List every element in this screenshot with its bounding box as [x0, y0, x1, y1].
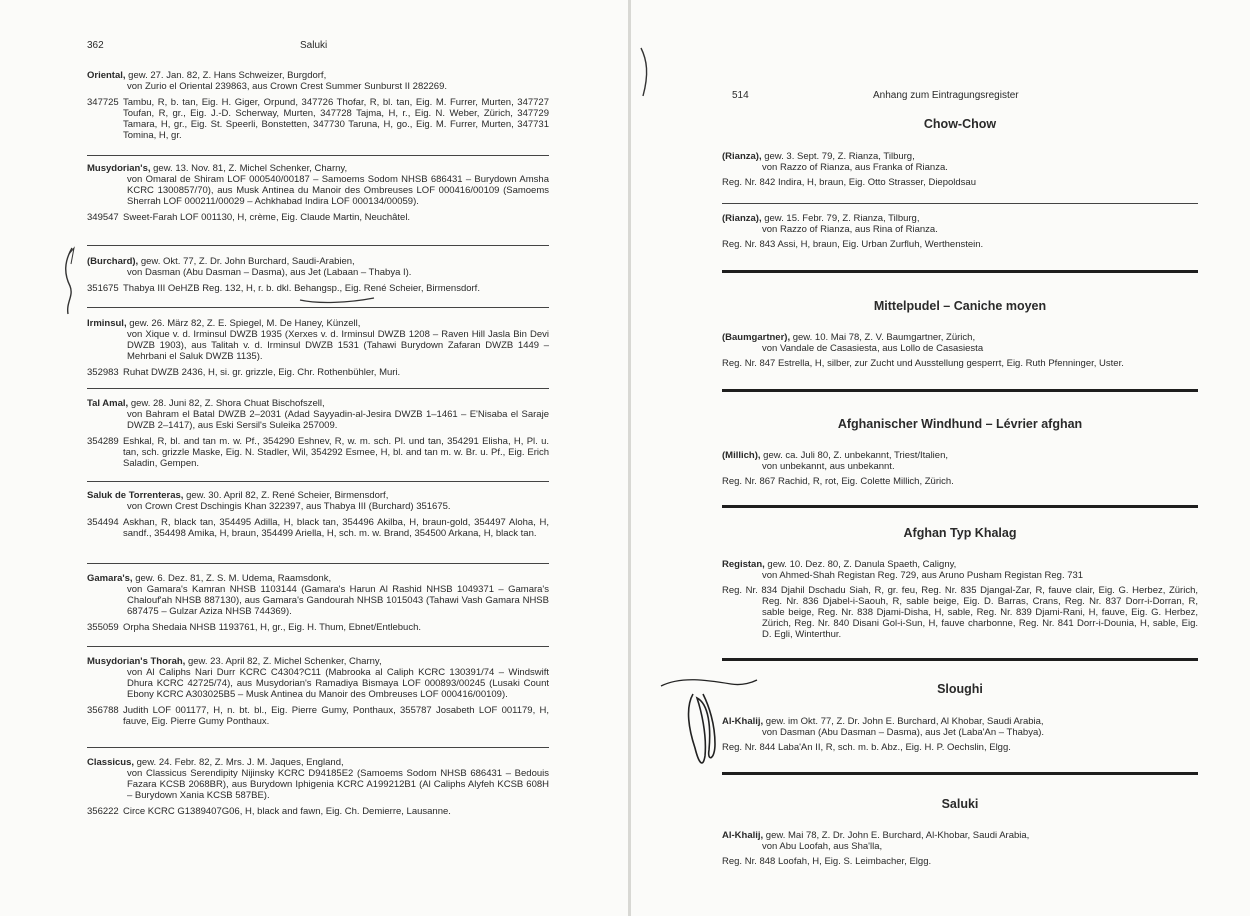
reg-number: 347725	[87, 97, 119, 108]
entry-registration	[87, 212, 549, 223]
reg-text: Thabya III OeHZB Reg. 132, H, r. b. dkl. Behangsp., Eig. René Scheier, Birmensdorf.	[123, 283, 480, 294]
entry-name: Saluk de Torrenteras,	[87, 490, 184, 501]
entry-parents: von unbekannt, aus unbekannt.	[762, 461, 895, 472]
entry-name: Irminsul,	[87, 318, 127, 329]
reg-number: 354494	[87, 517, 119, 528]
reg-number: 355059	[87, 622, 119, 633]
entry-info: gew. ca. Juli 80, Z. unbekannt, Triest/Italien,	[760, 450, 948, 461]
entry-name: Musydorian's,	[87, 163, 151, 174]
entry-parents: von Abu Loofah, aus Sha'lla,	[762, 841, 883, 852]
section-title: Afghan Typ Khalag	[903, 526, 1017, 540]
entry-parents: von Al Caliphs Nari Durr KCRC C4304?C11 (Mabrooka al Caliph KCRC 130391/74 – Windswift Dhura KCRC 42725/74), aus Musydorian's Ramadiya Bismaya LOF 000893/00245 (Lusaki Count Ebony KCRC A303025B5 – Musk Antinea du Manoir des Ombreuses LOF 000416/00109).	[127, 667, 549, 700]
section-title: Saluki	[941, 797, 979, 811]
entry-irminsul	[87, 318, 549, 378]
entry-name: Oriental,	[87, 70, 126, 81]
reg-number: 356788	[87, 705, 119, 716]
separator	[87, 747, 549, 748]
entry-parents: von Dasman (Abu Dasman – Dasma), aus Jet (Laba'An – Thabya).	[762, 727, 1045, 738]
running-title: Saluki	[300, 40, 328, 51]
reg-text: Sweet-Farah LOF 001130, H, crème, Eig. Claude Martin, Neuchâtel.	[123, 212, 411, 223]
entry-registration	[87, 97, 549, 141]
entry-al-khalij-sloughi	[722, 716, 1198, 753]
entry-name: Tal Amal,	[87, 398, 129, 409]
page-number: 362	[87, 40, 104, 51]
reg-text: Eshkal, R, bl. and tan m. w. Pf., 354290 Eshnev, R, w. m. sch. Pl. und tan, 354291 Elisha, H, Pl. u. tan, sch. grizzle Maske, Eig. N. Stadler, Wil, 354292 Esmee, H, bl. and tan m. w. Br. u. Pf., Eig. Erich Saladin, Gempen.	[123, 436, 549, 469]
running-title: Anhang zum Eintragungsregister	[873, 90, 1019, 101]
entry-name: (Millich),	[722, 450, 761, 461]
separator	[87, 245, 549, 246]
section-divider	[722, 505, 1198, 508]
entry-registration	[87, 622, 549, 633]
entry-info: gew. 15. Febr. 79, Z. Rianza, Tilburg,	[761, 213, 920, 224]
entry-parents: von Omaral de Shiram LOF 000540/00187 – Samoems Sodom NHSB 686431 – Burydown Amsha KCRC 1300857/70), aus Musk Antinea du Manoir des Ombreuses LOF 000416/00109 (Samoems Sherrah LOF 000211/00029 – Achkhabad Indira LOF 000134/00059).	[127, 174, 549, 207]
separator	[722, 203, 1198, 204]
page-number: 514	[732, 90, 749, 101]
entry-info: gew. 10. Mai 78, Z. V. Baumgartner, Zürich,	[790, 332, 976, 343]
entry-parents: von Bahram el Batal DWZB 2–2031 (Adad Sayyadin-al-Jesira DWZB 1–1461 – E'Nisaba el Saraje DWZB 2–1417), aus Eski Sersil's Suleika 257009.	[127, 409, 549, 431]
entry-parents: von Classicus Serendipity Nijinsky KCRC D94185E2 (Samoems Sodom NHSB 686431 – Bedouis Fazara KCSB 2068BR), aus Burydown Iphigenia KCRC A199212B1 (Al Caliphs Alyfeh KCSB 608H – Burydown Xania KCSB 587BE).	[127, 768, 549, 801]
section-title: Sloughi	[937, 682, 983, 696]
section-divider	[722, 772, 1198, 775]
entry-parents: von Ahmed-Shah Registan Reg. 729, aus Aruno Pusham Registan Reg. 731	[762, 570, 1084, 581]
entry-name: Al-Khalij,	[722, 716, 764, 727]
entry-registration: Reg. Nr. 843 Assi, H, braun, Eig. Urban Zurfluh, Werthenstein.	[722, 239, 984, 250]
entry-info: gew. 24. Febr. 82, Z. Mrs. J. M. Jaques, England,	[134, 757, 344, 768]
section-divider	[722, 389, 1198, 392]
entry-registration: Reg. Nr. 842 Indira, H, braun, Eig. Otto Strasser, Diepoldsau	[722, 177, 976, 188]
entry-info: gew. 23. April 82, Z. Michel Schenker, Charny,	[185, 656, 382, 667]
entry-name: Al-Khalij,	[722, 830, 764, 841]
entry-classicus	[87, 757, 549, 817]
entry-parents: von Zurio el Oriental 239863, aus Crown Crest Summer Sunburst II 282269.	[127, 81, 447, 92]
reg-number: 352983	[87, 367, 119, 378]
entry-info: gew. 6. Dez. 81, Z. S. M. Udema, Raamsdonk,	[132, 573, 332, 584]
entry-registration: Reg. Nr. 848 Loofah, H, Eig. S. Leimbacher, Elgg.	[722, 856, 932, 867]
entry-registration: Reg. Nr. 847 Estrella, H, silber, zur Zucht und Ausstellung gesperrt, Eig. Ruth Pfenninger, Uster.	[722, 358, 1124, 369]
section-divider	[722, 270, 1198, 273]
entry-gamaras	[87, 573, 549, 633]
entry-registration	[87, 806, 549, 817]
underline-mark	[298, 286, 378, 308]
entry-parents: von Crown Crest Dschingis Khan 322397, aus Thabya III (Burchard) 351675.	[127, 501, 451, 512]
entry-registration: Reg. Nr. 834 Djahil Dschadu Siah, R, gr. feu, Reg. Nr. 835 Djangal-Zar, R, fauve clair, Eig. G. Herbez, Zürich, Reg. Nr. 836 Djabel-i-Saouh, R, sable beige, Eig. D. Barras, Crans, Reg. Nr. 837 Dorr-i-Dorran, R, sable beige, Reg. Nr. 838 Djami-Disha, H, sable, Reg. Nr. 839 Djami-Rani, H, fauve, Eig. G. Herbez, Zürich, Reg. Nr. 840 Disani Gol-i-Sun, H, fauve charbonne, Reg. Nr. 841 Dorr-i-Dounia, H, sable, Eig. D. Egli, Winterthur.	[722, 585, 1198, 640]
separator	[87, 155, 549, 156]
right-page	[631, 0, 1250, 916]
entry-registration: Reg. Nr. 867 Rachid, R, rot, Eig. Colette Millich, Zürich.	[722, 476, 954, 487]
entry-registration: Reg. Nr. 844 Laba'An II, R, sch. m. b. Abz., Eig. H. P. Oechslin, Elgg.	[722, 742, 1011, 753]
reg-number: 349547	[87, 212, 119, 223]
reg-text: Tambu, R, b. tan, Eig. H. Giger, Orpund, 347726 Thofar, R, bl. tan, Eig. M. Furrer, Murten, 347727 Toufan, R, gr., Eig. J.-D. Scherway, Murten, 347728 Tajma, H, r., Eig. N. Weber, Zürich, 347729 Tamara, H, gr., Eig. St. Speerli, Bonstetten, 347730 Taruna, H, go., Eig. M. Furrer, Murten, 347731 Tomina, H, gr.	[123, 97, 549, 141]
separator	[87, 563, 549, 564]
entry-musydorians	[87, 163, 549, 223]
entry-parents: von Gamara's Kamran NHSB 1103144 (Gamara's Harun Al Rashid NHSB 1049371 – Gamara's Chalouf'ah NHSB 887130), aus Gamara's Gandourah NHSB 1015043 (Tahawi Vash Gamara NHSB 687475 – Gulzar Aziza NHSB 744369).	[127, 584, 549, 617]
separator	[87, 388, 549, 389]
entry-registration	[87, 367, 549, 378]
entry-parents: von Dasman (Abu Dasman – Dasma), aus Jet (Labaan – Thabya I).	[127, 267, 412, 278]
separator	[87, 481, 549, 482]
entry-registration	[87, 705, 549, 727]
section-title: Chow-Chow	[923, 117, 997, 131]
section-title: Mittelpudel – Caniche moyen	[873, 299, 1047, 313]
entry-saluk-de-torrenteras	[87, 490, 549, 539]
entry-registan	[722, 559, 1198, 640]
entry-info: gew. 30. April 82, Z. René Scheier, Birmensdorf,	[183, 490, 389, 501]
entry-info: gew. 26. März 82, Z. E. Spiegel, M. De Haney, Künzell,	[126, 318, 361, 329]
entry-name: (Burchard),	[87, 256, 139, 267]
reg-text: Circe KCRC G1389407G06, H, black and fawn, Eig. Ch. Demierre, Lausanne.	[123, 806, 451, 817]
separator	[87, 646, 549, 647]
reg-text: Askhan, R, black tan, 354495 Adilla, H, black tan, 354496 Akilba, H, braun-gold, 354497 Aloha, H, sandf., 354498 Amika, H, braun, 354499 Ariella, H, sch. m. w. Brand, 354500 Arkana, H, black tan.	[123, 517, 549, 539]
entry-al-khalij-saluki	[722, 830, 1198, 867]
section-divider	[722, 658, 1198, 661]
entry-millich	[722, 450, 1198, 487]
entry-tal-amal	[87, 398, 549, 469]
entry-registration	[87, 517, 549, 539]
entry-registration	[87, 436, 549, 469]
entry-name: (Baumgartner),	[722, 332, 791, 343]
entry-info: gew. Mai 78, Z. Dr. John E. Burchard, Al-Khobar, Saudi Arabia,	[763, 830, 1030, 841]
reg-number: 356222	[87, 806, 119, 817]
entry-info: gew. im Okt. 77, Z. Dr. John E. Burchard, Al Khobar, Saudi Arabia,	[763, 716, 1044, 727]
reg-text: Orpha Shedaia NHSB 1193761, H, gr., Eig. H. Thum, Ebnet/Entlebuch.	[123, 622, 422, 633]
entry-rianza-2	[722, 213, 1198, 250]
entry-parents: von Razzo of Rianza, aus Rina of Rianza.	[762, 224, 938, 235]
reg-number: 351675	[87, 283, 119, 294]
entry-parents: von Vandale de Casasiesta, aus Lollo de Casasiesta	[762, 343, 984, 354]
reg-text: Judith LOF 001177, H, n. bt. bl., Eig. Pierre Gumy, Ponthaux, 355787 Josabeth LOF 001179, H, fauve, Eig. Pierre Gumy Ponthaux.	[123, 705, 549, 727]
entry-rianza-1	[722, 151, 1198, 188]
signature-scribble	[659, 664, 759, 774]
section-title: Afghanischer Windhund – Lévrier afghan	[837, 417, 1083, 431]
entry-name: Registan,	[722, 559, 765, 570]
entry-info: gew. 28. Juni 82, Z. Shora Chuat Bischofszell,	[128, 398, 325, 409]
entry-oriental	[87, 70, 549, 141]
entry-parents: von Xique v. d. Irminsul DWZB 1935 (Xerxes v. d. Irminsul DWZB 1208 – Raven Hill Jasla Bin Devi DWZB 1903), aus Talitah v. d. Irminsul DWZB 1531 (Tahawi Burydown Zafaran DWZB 1449 – Mehrbani el Saluk DWZB 1135).	[127, 329, 549, 362]
entry-parents: von Razzo of Rianza, aus Franka of Rianza.	[762, 162, 948, 173]
entry-info: gew. Okt. 77, Z. Dr. John Burchard, Saudi-Arabien,	[138, 256, 355, 267]
margin-bracket-mark	[635, 44, 655, 104]
entry-name: (Rianza),	[722, 151, 762, 162]
entry-name: Musydorian's Thorah,	[87, 656, 186, 667]
entry-name: (Rianza),	[722, 213, 762, 224]
entry-musydorians-thorah	[87, 656, 549, 727]
reg-text: Ruhat DWZB 2436, H, si. gr. grizzle, Eig. Chr. Rothenbühler, Muri.	[123, 367, 401, 378]
entry-info: gew. 10. Dez. 80, Z. Danula Spaeth, Caligny,	[764, 559, 957, 570]
bracket-mark	[60, 244, 80, 334]
entry-name: Classicus,	[87, 757, 134, 768]
entry-info: gew. 3. Sept. 79, Z. Rianza, Tilburg,	[761, 151, 915, 162]
entry-baumgartner	[722, 332, 1198, 369]
entry-info: gew. 27. Jan. 82, Z. Hans Schweizer, Burgdorf,	[125, 70, 327, 81]
entry-name: Gamara's,	[87, 573, 133, 584]
entry-info: gew. 13. Nov. 81, Z. Michel Schenker, Charny,	[150, 163, 348, 174]
reg-number: 354289	[87, 436, 119, 447]
